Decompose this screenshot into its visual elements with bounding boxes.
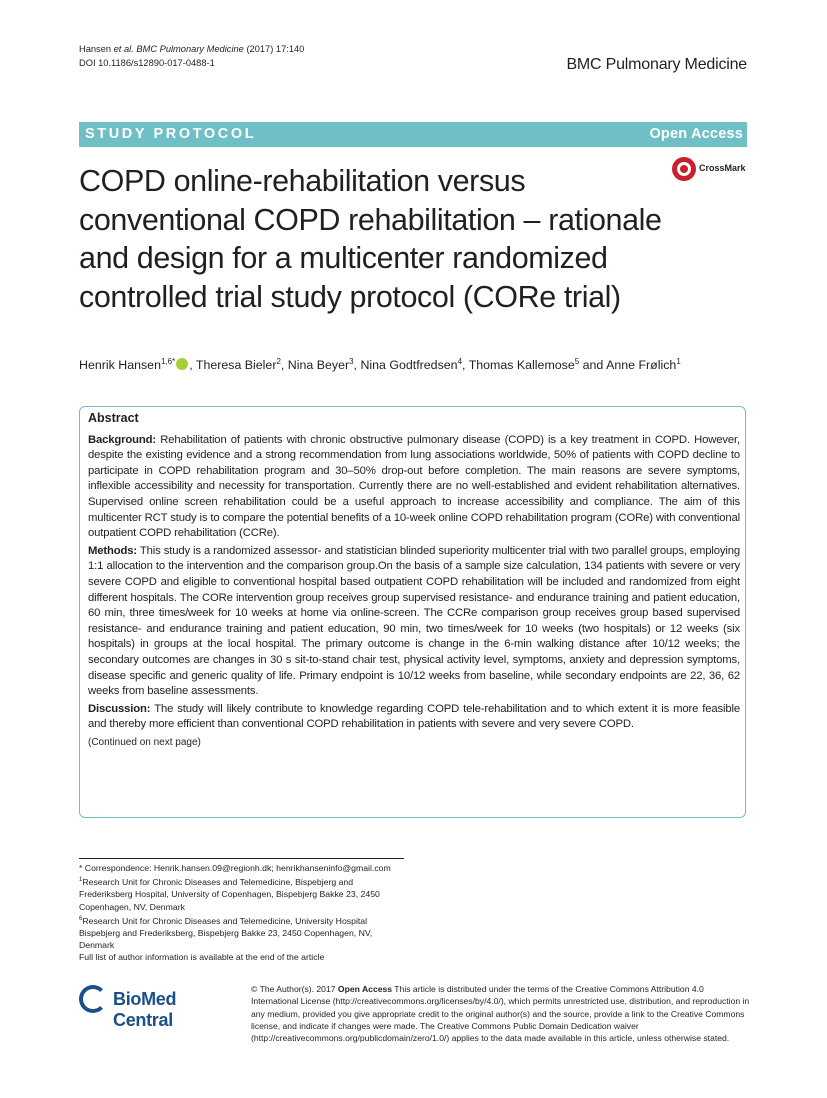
affiliation-6: $^6$Research Unit for Chronic Diseases and Telemedicine, University Hospital Bispebjerg and Frederiksberg, Bispebjerg Bakke 23, 2450 Copenhagen, NV, Denmark [79, 915, 373, 950]
abstract-discussion: Discussion: The study will likely contribute to knowledge regarding COPD tele-rehabilitation and to which extent it is more feasible and thereby more efficient than conventional COPD rehabilitation in patients with severe and very severe COPD. [88, 702, 740, 731]
biomed-central-wordmark: BioMed Central [113, 989, 177, 1030]
orcid-icon[interactable] [176, 358, 188, 370]
crossmark-label: CrossMark [699, 163, 746, 173]
open-access-label: Open Access [649, 126, 743, 142]
citation-header [79, 43, 304, 70]
author-affiliation: 4 [457, 357, 463, 366]
article-type-banner [79, 122, 747, 147]
author-name[interactable]: Nina Beyer [287, 358, 350, 373]
citation-line: Hansen et al. BMC Pulmonary Medicine (2017) 17:140 [79, 44, 305, 54]
affiliation-1: $^1$Research Unit for Chronic Diseases and Telemedicine, Bispebjerg and Frederiksberg Hospital, University of Copenhagen, Bispebjerg Bakke 23, 2450 Copenhagen, NV, Denmark [79, 877, 380, 912]
article-title: COPD online-rehabilitation versus conventional COPD rehabilitation – rationale and design for a multicenter randomized controlled trial study protocol (CORe trial) [79, 164, 662, 314]
author-affiliation: 1,6* [160, 357, 176, 366]
author-name[interactable]: Nina Godtfredsen [360, 358, 458, 373]
author-name[interactable]: Thomas Kallemose [468, 358, 575, 373]
continued-note: (Continued on next page) [88, 736, 201, 748]
author-name[interactable]: Henrik Hansen [79, 358, 161, 373]
author-affiliation: 3 [349, 357, 354, 366]
abstract [88, 411, 740, 750]
abstract-heading: Abstract [88, 411, 139, 425]
license-statement: © The Author(s). 2017 Open Access This article is distributed under the terms of the Creative Commons Attribution 4.0 International License (http://creativecommons.org/licenses/by/4.0/), which permits unrestricted use, distribution, and reproduction in any medium, provided you give appropriate credit to the original author(s) and the source, provide a link to the Creative Commons license, and indicate if changes were made. The Creative Commons Public Domain Dedication waiver (http://creativecommons.org/publicdomain/zero/1.0/) applies to the data made available in this article, unless otherwise stated. [251, 984, 750, 1044]
author-affiliation: 2 [276, 357, 281, 366]
journal-name: BMC Pulmonary Medicine [566, 56, 747, 73]
crossmark-badge[interactable] [672, 157, 750, 185]
author-affiliation: 5 [574, 357, 580, 366]
doi[interactable]: DOI 10.1186/s12890-017-0488-1 [79, 57, 215, 68]
biomed-central-ring-icon [79, 985, 107, 1013]
article-type-label: STUDY PROTOCOL [85, 126, 257, 142]
biomed-central-logo[interactable] [79, 985, 239, 1030]
correspondence: * Correspondence: Henrik.hansen.09@regionh.dk; henrikhanseninfo@gmail.com [79, 863, 391, 873]
footnote-divider [79, 858, 404, 859]
author-list: Henrik Hansen$^{1,6*}$ , Theresa Bieler$^2$, Nina Beyer$^3$, Nina Godtfredsen$^4$, Thomas Kallemose$^5$ and Anne Frølich$^1$ [79, 357, 681, 373]
abstract-background: Background: Rehabilitation of patients with chronic obstructive pulmonary disease (COPD) is a key treatment in COPD. However, despite the existing evidence and a strong recommendation from lung associations worldwide, 50% of patients with COPD decline to participate in COPD rehabilitation program and 30–50% drop-out before completion. The main reasons are severe symptoms, inflexible accessibility and necessity for transportation. Currently there are no well-established and evident rehabilitation alternatives. Supervised online screen rehabilitation could be a useful approach to increase accessibility and compliance. The aim of this multicenter RCT study is to compare the potential benefits of a 10-week online COPD rehabilitation program (CORe) with conventional outpatient COPD rehabilitation (CCRe). [88, 433, 740, 540]
full-list-note: Full list of author information is available at the end of the article [79, 952, 325, 963]
author-name[interactable]: Anne Frølich [606, 358, 677, 373]
footnotes [79, 862, 409, 963]
author-affiliation: 1 [676, 357, 681, 366]
author-name[interactable]: Theresa Bieler [195, 358, 277, 373]
abstract-methods: Methods: This study is a randomized assessor- and statistician blinded superiority multicenter trial with two parallel groups, employing 1:1 allocation to the intervention and the comparison group.On the basis of a sample size calculation, 134 patients with severe or very severe COPD and eligible to conventional hospital based outpatient COPD rehabilitation will be included and randomized from eight different hospitals. The CORe intervention group receives group supervised resistance- and endurance training and patient education, 60 min, three times/week for 10 weeks at home via online-screen. The CCRe comparison group receives group based supervised resistance- and endurance training and patient education, 90 min, two times/week for 10 weeks (two hospitals) or 12 weeks (six hospitals) in groups at the local hospital. The primary outcome is change in the 6-min walking distance after 10/12 weeks; the secondary outcomes are changes in 30 s sit-to-stand chair test, physical activity level, symptoms, anxiety and depression symptoms, disease specific and generic quality of life. Primary endpoint is 10/12 weeks from baseline, while secondary endpoints are 22, 36, 62 weeks from baseline assessments. [88, 544, 740, 698]
